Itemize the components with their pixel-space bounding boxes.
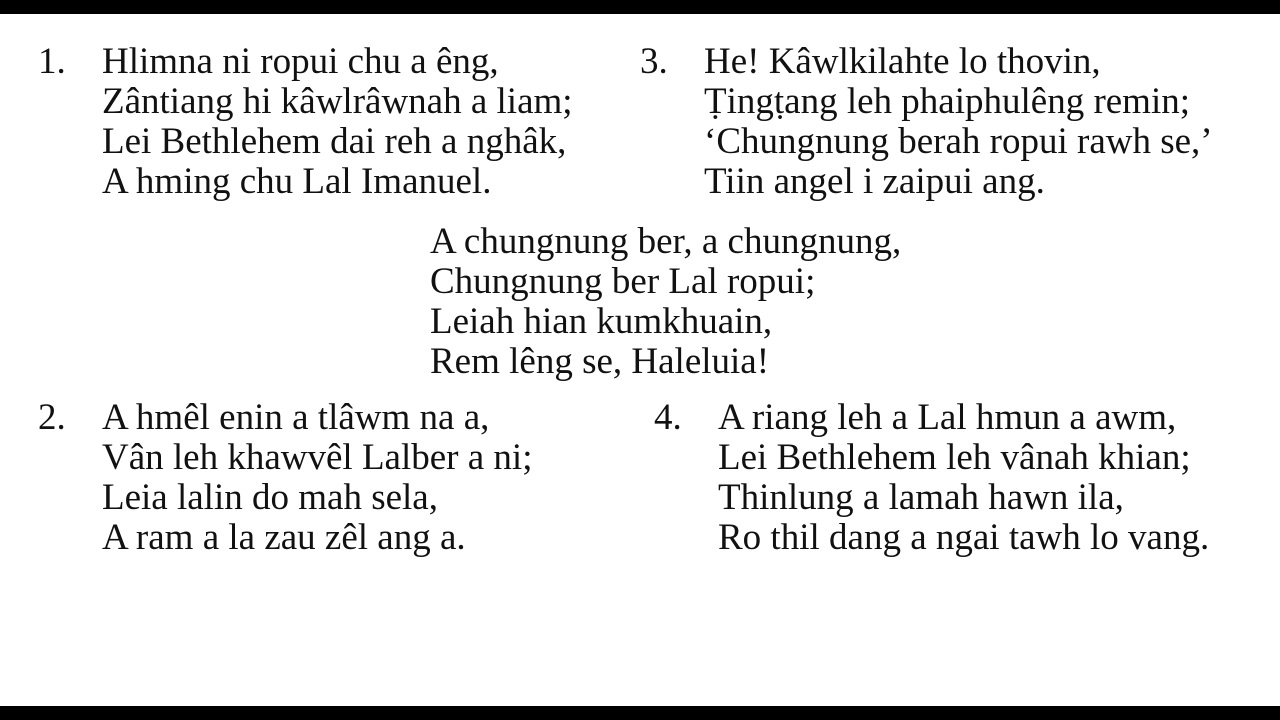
verse-line: A hming chu Lal Imanuel. [102,161,492,202]
chorus-line: Chungnung ber Lal ropui; [430,261,816,302]
verse-line: Lei Bethlehem leh vânah khian; [718,437,1191,478]
verse-4 [654,398,1264,568]
verse-number: 3. [640,41,668,82]
verse-line: Ro thil dang a ngai tawh lo vang. [718,517,1210,558]
chorus-line: Rem lêng se, Haleluia! [430,341,770,382]
chorus-line: Leiah hian kumkhuain, [430,301,773,342]
verse-number: 4. [654,397,682,438]
chorus-line: A chungnung ber, a chungnung, [430,221,902,262]
hymn-page [0,14,1280,706]
verse-line: A riang leh a Lal hmun a awm, [718,397,1177,438]
verse-line: ‘Chungnung berah ropui rawh se,’ [704,121,1213,162]
verse-line: Hlimna ni ropui chu a êng, [102,41,499,82]
verse-line: Thinlung a lamah hawn ila, [718,477,1124,518]
verse-line: Tiin angel i zaipui ang. [704,161,1045,202]
verse-line: A hmêl enin a tlâwm na a, [102,397,490,438]
verse-line: Lei Bethlehem dai reh a nghâk, [102,121,567,162]
verse-line: He! Kâwlkilahte lo thovin, [704,41,1101,82]
verse-1 [38,42,628,212]
verse-line: Ṭingṭang leh phaiphulêng remin; [704,81,1191,122]
verse-line: A ram a la zau zêl ang a. [102,517,466,558]
verse-3 [640,42,1260,212]
verse-number: 2. [38,397,66,438]
verse-number: 1. [38,41,66,82]
verse-line: Leia lalin do mah sela, [102,477,438,518]
chorus [430,222,901,382]
verse-2 [38,398,628,568]
verse-line: Vân leh khawvêl Lalber a ni; [102,437,533,478]
verse-line: Zântiang hi kâwlrâwnah a liam; [102,81,573,122]
